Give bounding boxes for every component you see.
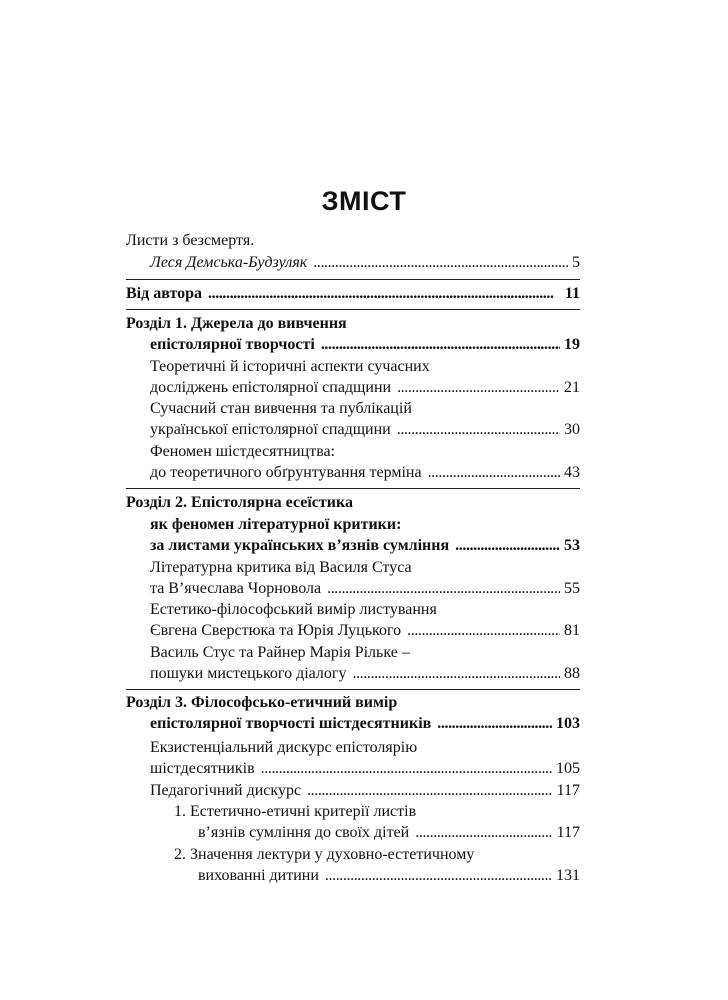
toc-entry: української епістолярної спадщини . . . 30 bbox=[150, 419, 580, 441]
toc-entry: Василь Стус та Райнер Марія Рільке – bbox=[150, 644, 410, 661]
toc-entry: Феномен шістдесятництва: bbox=[150, 443, 336, 460]
toc-entry: Теоретичні й історичні аспекти сучасних bbox=[150, 358, 430, 375]
toc-entry: Листи з безсмертя. bbox=[126, 232, 255, 249]
toc-entry: Екзистенціальний дискурс епістолярію bbox=[150, 739, 418, 756]
page-title: ЗМІСТ bbox=[321, 186, 407, 216]
toc-entry: Леся Демська-Будзуляк . . . 5 bbox=[150, 252, 580, 274]
toc-entry: епістолярної творчості шістдесятників . . . 103 bbox=[150, 713, 580, 735]
section-divider bbox=[126, 488, 580, 489]
toc-entry: пошуки мистецького діалогу . . . 88 bbox=[150, 663, 580, 685]
toc-entry: Євгена Сверстюка та Юрія Луцького . . . 81 bbox=[150, 620, 580, 642]
toc-entry: як феномен літературної критики: bbox=[150, 516, 402, 533]
toc-entry: Розділ 2. Епістолярна есеїстика bbox=[126, 494, 353, 511]
toc-entry: досліджень епістолярної спадщини . . . 21 bbox=[150, 377, 580, 399]
toc-entry: вихованні дитини . . . 131 bbox=[198, 865, 580, 887]
section-divider bbox=[126, 689, 580, 690]
section-divider bbox=[126, 279, 580, 280]
toc-entry: в’язнів сумління до своїх дітей . . . 117 bbox=[198, 822, 580, 844]
section-divider bbox=[126, 309, 580, 310]
toc-entry: Педагогічний дискурс . . . 117 bbox=[150, 780, 580, 802]
toc-entry: Естетико-філософський вимір листування bbox=[150, 601, 437, 618]
toc-entry: Від автора . . . 11 bbox=[126, 283, 580, 305]
toc-entry: епістолярної творчості . . . 19 bbox=[150, 334, 580, 356]
toc-entry: шістдесятників . . . 105 bbox=[150, 758, 580, 780]
toc-entry: 2. Значення лектури у духовно-естетичному bbox=[174, 846, 475, 863]
toc-entry: Літературна критика від Василя Стуса bbox=[150, 559, 412, 576]
toc-entry: та В’ячеслава Чорновола . . . 55 bbox=[150, 578, 580, 600]
toc-entry: за листами українських в’язнів сумління . . . 53 bbox=[150, 535, 580, 557]
toc-entry: до теоретичного обґрунтування терміна . . . 43 bbox=[150, 462, 580, 484]
toc-entry: Розділ 1. Джерела до вивчення bbox=[126, 315, 347, 332]
toc-entry: Сучасний стан вивчення та публікацій bbox=[150, 400, 412, 417]
toc-entry: Розділ 3. Філософсько-етичний вимір bbox=[126, 694, 398, 711]
toc-entry: 1. Естетично-етичні критерії листів bbox=[174, 803, 417, 820]
